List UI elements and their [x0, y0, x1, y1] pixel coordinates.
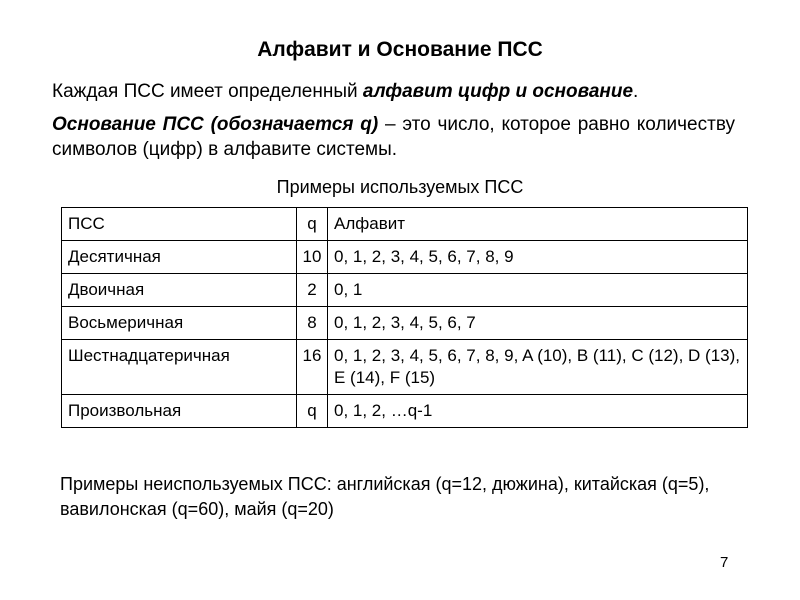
cell-alphabet: 0, 1, 2, 3, 4, 5, 6, 7, 8, 9 — [328, 241, 748, 274]
cell-base: 16 — [297, 340, 328, 395]
cell-pss-name: Произвольная — [62, 395, 297, 428]
intro-text: Каждая ПСС имеет определенный — [52, 81, 363, 102]
table-row — [62, 274, 748, 307]
table-row — [62, 395, 748, 428]
cell-base: q — [297, 395, 328, 428]
table-row — [62, 241, 748, 274]
pss-table — [61, 207, 748, 428]
cell-pss-name: Десятичная — [62, 241, 297, 274]
page-number: 7 — [720, 554, 729, 571]
cell-base: 2 — [297, 274, 328, 307]
cell-alphabet: 0, 1, 2, 3, 4, 5, 6, 7, 8, 9, A (10), B (11), C (12), D (13), E (14), F (15) — [328, 340, 748, 395]
definition-paragraph — [52, 112, 735, 162]
definition-term: Основание ПСС (обозначается q) — [52, 114, 379, 135]
definition-text: – это число, которое равно количеству символов (цифр) в алфавите системы. — [52, 114, 735, 160]
slide-title: Алфавит и Основание ПСС — [257, 38, 543, 61]
cell-base: 8 — [297, 307, 328, 340]
header-cell-alphabet: Алфавит — [328, 208, 748, 241]
header-cell-q: q — [297, 208, 328, 241]
table-header-row — [62, 208, 748, 241]
cell-pss-name: Двоичная — [62, 274, 297, 307]
unused-pss-examples: Примеры неиспользуемых ПСС: английская (q=12, дюжина), китайская (q=5), вавилонская (q=60), майя (q=20) — [60, 474, 710, 519]
cell-alphabet: 0, 1 — [328, 274, 748, 307]
header-cell-pss: ПСС — [62, 208, 297, 241]
intro-paragraph — [52, 80, 752, 104]
table-row — [62, 307, 748, 340]
cell-pss-name: Шестнадцатеричная — [62, 340, 297, 395]
intro-emphasis: алфавит цифр и основание — [362, 81, 634, 102]
cell-base: 10 — [297, 241, 328, 274]
cell-alphabet: 0, 1, 2, …q-1 — [328, 395, 748, 428]
cell-pss-name: Восьмеричная — [62, 307, 297, 340]
intro-end: . — [633, 81, 639, 102]
table-row — [62, 340, 748, 395]
table-caption: Примеры используемых ПСС — [276, 177, 524, 197]
cell-alphabet: 0, 1, 2, 3, 4, 5, 6, 7 — [328, 307, 748, 340]
